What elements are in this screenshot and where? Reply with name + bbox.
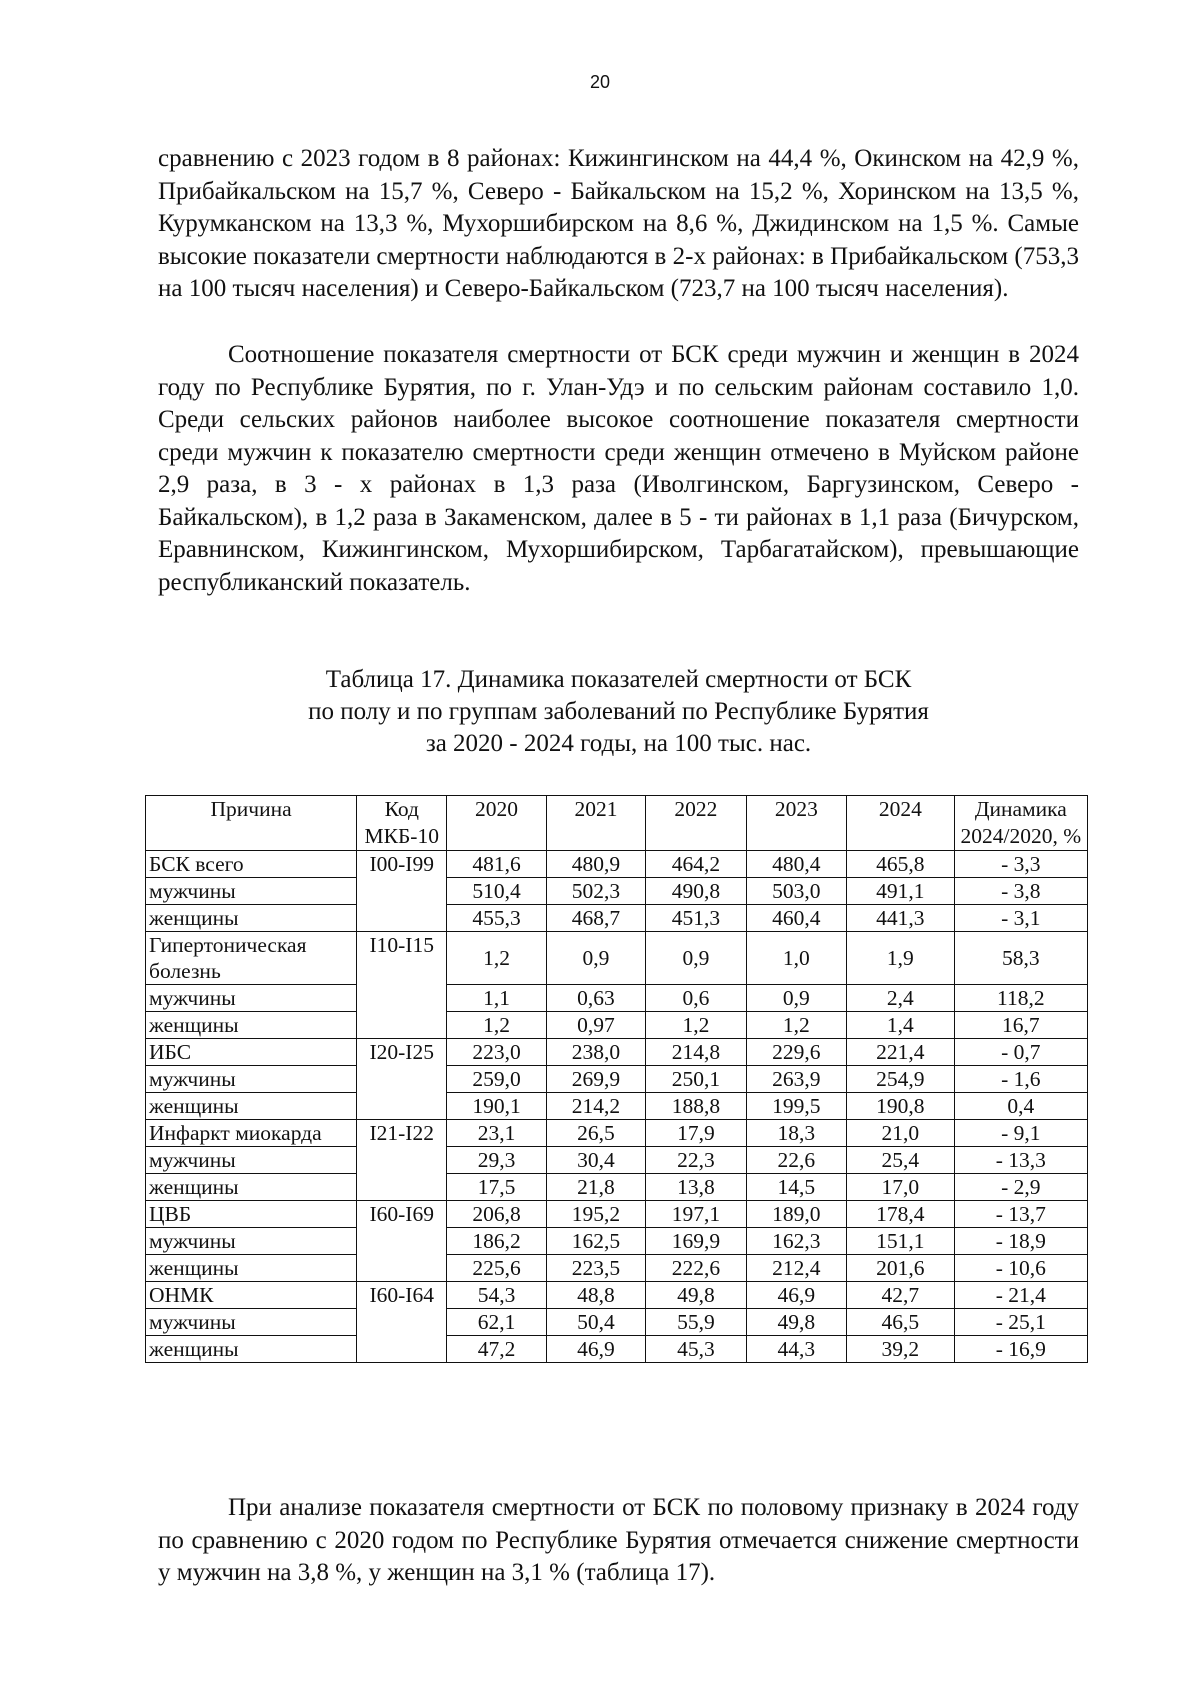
value-cell: 451,3 — [646, 905, 746, 932]
dynamics-cell: - 18,9 — [954, 1228, 1087, 1255]
value-cell: 460,4 — [746, 905, 846, 932]
cause-cell: БСК всего — [146, 851, 357, 878]
cause-cell: мужчины — [146, 1066, 357, 1093]
icd-code-cell: I21-I22 — [357, 1120, 447, 1201]
value-cell: 490,8 — [646, 878, 746, 905]
value-cell: 1,9 — [847, 932, 955, 985]
paragraph-1: сравнению с 2023 годом в 8 районах: Кижингинском на 44,4 %, Окинском на 42,9 %, Прибайкальском на 15,7 %, Северо - Байкальском на 15,2 %, Хоринском на 13,5 %, Курумканском на 13,3 %, Мухоршибирском на 8,6 %, Джидинском на 1,5 %. Самые высокие показатели смертности наблюдаются в 2-х районах: в Прибайкальском (753,3 на 100 тысяч населения) и Северо-Байкальском (723,7 на 100 тысяч населения). — [158, 145, 1079, 302]
table-row — [146, 878, 1088, 905]
table-body — [146, 851, 1088, 1363]
value-cell: 26,5 — [546, 1120, 645, 1147]
icd-code-cell: I60-I64 — [357, 1282, 447, 1363]
dynamics-cell: - 25,1 — [954, 1309, 1087, 1336]
value-cell: 0,9 — [646, 932, 746, 985]
paragraph-2: Соотношение показателя смертности от БСК среди мужчин и женщин в 2024 году по Республике Бурятия, по г. Улан-Удэ и по сельским районам составило 1,0. Среди сельских районов наиболее высокое соотношение показателя смертности среди мужчин к показателю смертности среди женщин отмечено в Муйском районе 2,9 раза, в 3 - х районах в 1,3 раза (Иволгинском, Баргузинском, Северо - Байкальском), в 1,2 раза в Закаменском, далее в 5 - ти районах в 1,1 раза (Бичурском, Еравнинском, Кижингинском, Мухоршибирском, Тарбагатайском), превышающие республиканский показатель. — [158, 341, 1079, 596]
dynamics-cell: 58,3 — [954, 932, 1087, 985]
value-cell: 190,8 — [847, 1093, 955, 1120]
value-cell: 13,8 — [646, 1174, 746, 1201]
caption-line-3: за 2020 - 2024 годы, на 100 тыс. нас. — [425, 730, 812, 757]
value-cell: 62,1 — [447, 1309, 546, 1336]
table-row — [146, 905, 1088, 932]
value-cell: 17,9 — [646, 1120, 746, 1147]
page-number: 20 — [589, 72, 611, 92]
value-cell: 214,2 — [546, 1093, 645, 1120]
value-cell: 44,3 — [746, 1336, 846, 1363]
value-cell: 49,8 — [746, 1309, 846, 1336]
cause-cell: женщины — [146, 1093, 357, 1120]
value-cell: 162,5 — [546, 1228, 645, 1255]
value-cell: 42,7 — [847, 1282, 955, 1309]
value-cell: 1,4 — [847, 1012, 955, 1039]
mortality-table — [145, 795, 1088, 1363]
value-cell: 21,0 — [847, 1120, 955, 1147]
value-cell: 22,3 — [646, 1147, 746, 1174]
value-cell: 47,2 — [447, 1336, 546, 1363]
header-2024: 2024 — [847, 796, 955, 851]
value-cell: 503,0 — [746, 878, 846, 905]
cause-cell: женщины — [146, 1255, 357, 1282]
value-cell: 468,7 — [546, 905, 645, 932]
value-cell: 223,5 — [546, 1255, 645, 1282]
dynamics-cell: - 2,9 — [954, 1174, 1087, 1201]
value-cell: 21,8 — [546, 1174, 645, 1201]
value-cell: 212,4 — [746, 1255, 846, 1282]
cause-cell: женщины — [146, 1174, 357, 1201]
icd-code-cell: I60-I69 — [357, 1201, 447, 1282]
value-cell: 491,1 — [847, 878, 955, 905]
value-cell: 269,9 — [546, 1066, 645, 1093]
value-cell: 206,8 — [447, 1201, 546, 1228]
value-cell: 22,6 — [746, 1147, 846, 1174]
value-cell: 55,9 — [646, 1309, 746, 1336]
value-cell: 17,5 — [447, 1174, 546, 1201]
value-cell: 30,4 — [546, 1147, 645, 1174]
table-caption — [158, 664, 1079, 760]
value-cell: 455,3 — [447, 905, 546, 932]
table-row — [146, 1201, 1088, 1228]
header-dynamics: Динамика 2024/2020, % — [954, 796, 1087, 851]
dynamics-cell: - 0,7 — [954, 1039, 1087, 1066]
value-cell: 0,9 — [546, 932, 645, 985]
value-cell: 46,5 — [847, 1309, 955, 1336]
cause-cell: женщины — [146, 905, 357, 932]
dynamics-cell: 16,7 — [954, 1012, 1087, 1039]
value-cell: 18,3 — [746, 1120, 846, 1147]
value-cell: 2,4 — [847, 985, 955, 1012]
cause-cell: Инфаркт миокарда — [146, 1120, 357, 1147]
value-cell: 225,6 — [447, 1255, 546, 1282]
value-cell: 259,0 — [447, 1066, 546, 1093]
value-cell: 188,8 — [646, 1093, 746, 1120]
value-cell: 1,2 — [646, 1012, 746, 1039]
value-cell: 186,2 — [447, 1228, 546, 1255]
cause-cell: ОНМК — [146, 1282, 357, 1309]
value-cell: 441,3 — [847, 905, 955, 932]
cause-cell: мужчины — [146, 878, 357, 905]
value-cell: 0,97 — [546, 1012, 645, 1039]
table-row — [146, 932, 1088, 985]
value-cell: 54,3 — [447, 1282, 546, 1309]
value-cell: 480,4 — [746, 851, 846, 878]
value-cell: 169,9 — [646, 1228, 746, 1255]
value-cell: 1,2 — [447, 932, 546, 985]
value-cell: 250,1 — [646, 1066, 746, 1093]
cause-cell: мужчины — [146, 1147, 357, 1174]
value-cell: 0,6 — [646, 985, 746, 1012]
table-row — [146, 1255, 1088, 1282]
value-cell: 46,9 — [546, 1336, 645, 1363]
cause-cell: женщины — [146, 1012, 357, 1039]
value-cell: 263,9 — [746, 1066, 846, 1093]
value-cell: 23,1 — [447, 1120, 546, 1147]
value-cell: 178,4 — [847, 1201, 955, 1228]
cause-cell: мужчины — [146, 985, 357, 1012]
header-cause: Причина — [146, 796, 357, 851]
table-row — [146, 1039, 1088, 1066]
value-cell: 17,0 — [847, 1174, 955, 1201]
header-2023: 2023 — [746, 796, 846, 851]
value-cell: 14,5 — [746, 1174, 846, 1201]
table-row — [146, 1174, 1088, 1201]
value-cell: 201,6 — [847, 1255, 955, 1282]
value-cell: 49,8 — [646, 1282, 746, 1309]
dynamics-cell: - 16,9 — [954, 1336, 1087, 1363]
header-code: Код МКБ-10 — [357, 796, 447, 851]
value-cell: 222,6 — [646, 1255, 746, 1282]
header-2020: 2020 — [447, 796, 546, 851]
value-cell: 481,6 — [447, 851, 546, 878]
value-cell: 0,9 — [746, 985, 846, 1012]
value-cell: 195,2 — [546, 1201, 645, 1228]
table-row — [146, 1093, 1088, 1120]
dynamics-cell: 118,2 — [954, 985, 1087, 1012]
value-cell: 25,4 — [847, 1147, 955, 1174]
value-cell: 464,2 — [646, 851, 746, 878]
value-cell: 45,3 — [646, 1336, 746, 1363]
table-row — [146, 1282, 1088, 1309]
table-row — [146, 1147, 1088, 1174]
value-cell: 1,1 — [447, 985, 546, 1012]
value-cell: 238,0 — [546, 1039, 645, 1066]
table-row — [146, 1120, 1088, 1147]
value-cell: 502,3 — [546, 878, 645, 905]
cause-cell: ЦВБ — [146, 1201, 357, 1228]
dynamics-cell: - 3,8 — [954, 878, 1087, 905]
value-cell: 214,8 — [646, 1039, 746, 1066]
table-row — [146, 1066, 1088, 1093]
cause-cell: ИБС — [146, 1039, 357, 1066]
value-cell: 189,0 — [746, 1201, 846, 1228]
caption-line-2: по полу и по группам заболеваний по Республике Бурятия — [308, 698, 929, 725]
value-cell: 46,9 — [746, 1282, 846, 1309]
dynamics-cell: - 3,3 — [954, 851, 1087, 878]
header-2021: 2021 — [546, 796, 645, 851]
table-row — [146, 851, 1088, 878]
value-cell: 50,4 — [546, 1309, 645, 1336]
value-cell: 162,3 — [746, 1228, 846, 1255]
value-cell: 190,1 — [447, 1093, 546, 1120]
caption-line-1: Таблица 17. Динамика показателей смертности от БСК — [325, 666, 912, 693]
dynamics-cell: - 1,6 — [954, 1066, 1087, 1093]
value-cell: 0,63 — [546, 985, 645, 1012]
icd-code-cell: I00-I99 — [357, 851, 447, 932]
dynamics-cell: - 3,1 — [954, 905, 1087, 932]
dynamics-cell: - 10,6 — [954, 1255, 1087, 1282]
value-cell: 510,4 — [447, 878, 546, 905]
icd-code-cell: I20-I25 — [357, 1039, 447, 1120]
table-row — [146, 1012, 1088, 1039]
value-cell: 1,0 — [746, 932, 846, 985]
table-row — [146, 1309, 1088, 1336]
dynamics-cell: 0,4 — [954, 1093, 1087, 1120]
value-cell: 151,1 — [847, 1228, 955, 1255]
value-cell: 197,1 — [646, 1201, 746, 1228]
icd-code-cell: I10-I15 — [357, 932, 447, 1039]
cause-cell: мужчины — [146, 1309, 357, 1336]
value-cell: 48,8 — [546, 1282, 645, 1309]
header-2022: 2022 — [646, 796, 746, 851]
dynamics-cell: - 9,1 — [954, 1120, 1087, 1147]
value-cell: 229,6 — [746, 1039, 846, 1066]
dynamics-cell: - 21,4 — [954, 1282, 1087, 1309]
cause-cell: женщины — [146, 1336, 357, 1363]
value-cell: 39,2 — [847, 1336, 955, 1363]
cause-cell: Гипертоническая болезнь — [146, 932, 357, 985]
value-cell: 1,2 — [447, 1012, 546, 1039]
table-header-row — [146, 796, 1088, 851]
value-cell: 199,5 — [746, 1093, 846, 1120]
value-cell: 254,9 — [847, 1066, 955, 1093]
cause-cell: мужчины — [146, 1228, 357, 1255]
dynamics-cell: - 13,3 — [954, 1147, 1087, 1174]
table-row — [146, 985, 1088, 1012]
table-row — [146, 1336, 1088, 1363]
dynamics-cell: - 13,7 — [954, 1201, 1087, 1228]
value-cell: 480,9 — [546, 851, 645, 878]
value-cell: 1,2 — [746, 1012, 846, 1039]
value-cell: 465,8 — [847, 851, 955, 878]
paragraph-3: При анализе показателя смертности от БСК по половому признаку в 2024 году по сравнению с 2020 годом по Республике Бурятия отмечается снижение смертности у мужчин на 3,8 %, у женщин на 3,1 % (таблица 17). — [158, 1494, 1079, 1586]
value-cell: 221,4 — [847, 1039, 955, 1066]
table-row — [146, 1228, 1088, 1255]
value-cell: 223,0 — [447, 1039, 546, 1066]
value-cell: 29,3 — [447, 1147, 546, 1174]
